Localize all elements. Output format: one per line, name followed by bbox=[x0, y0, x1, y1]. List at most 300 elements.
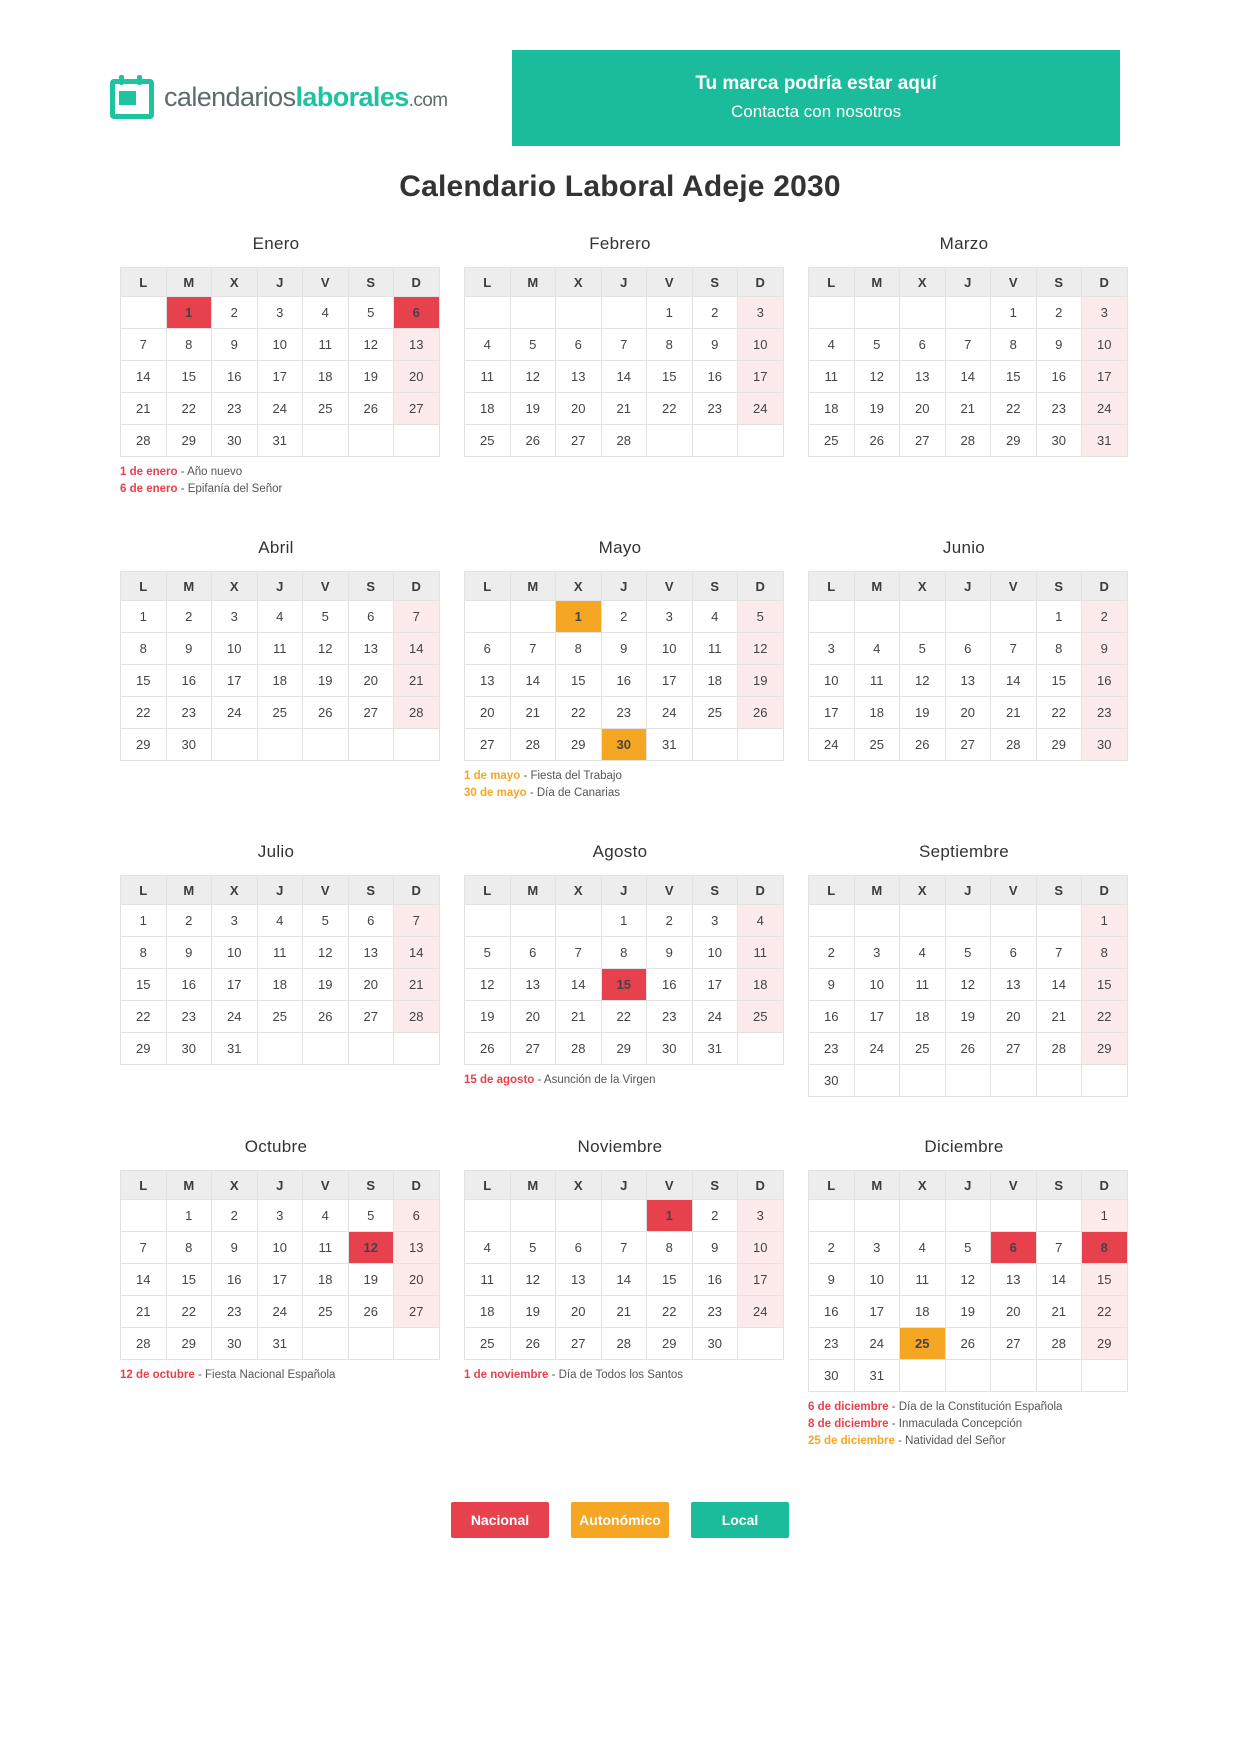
day-cell[interactable]: 6 bbox=[556, 1232, 602, 1264]
day-cell[interactable]: 5 bbox=[348, 297, 394, 329]
day-cell[interactable]: 31 bbox=[257, 425, 303, 457]
day-cell[interactable]: 25 bbox=[303, 393, 349, 425]
day-cell[interactable]: 2 bbox=[166, 601, 212, 633]
day-cell[interactable]: 27 bbox=[556, 425, 602, 457]
day-cell[interactable]: 3 bbox=[257, 297, 303, 329]
day-cell[interactable]: 25 bbox=[257, 1001, 303, 1033]
day-cell[interactable]: 7 bbox=[510, 633, 556, 665]
day-cell[interactable]: 24 bbox=[692, 1001, 738, 1033]
day-cell[interactable]: 11 bbox=[303, 1232, 349, 1264]
day-cell[interactable]: 27 bbox=[991, 1033, 1037, 1065]
day-cell[interactable]: 5 bbox=[945, 1232, 991, 1264]
day-cell[interactable]: 7 bbox=[121, 329, 167, 361]
day-cell[interactable]: 8 bbox=[601, 937, 647, 969]
day-cell[interactable]: 28 bbox=[510, 729, 556, 761]
day-cell[interactable]: 23 bbox=[809, 1328, 855, 1360]
day-cell[interactable]: 12 bbox=[303, 937, 349, 969]
day-cell[interactable]: 4 bbox=[854, 633, 900, 665]
day-cell[interactable]: 21 bbox=[601, 1296, 647, 1328]
day-cell[interactable]: 7 bbox=[394, 601, 440, 633]
day-cell[interactable]: 12 bbox=[900, 665, 946, 697]
holiday-cell[interactable]: 6 bbox=[394, 297, 440, 329]
day-cell[interactable]: 18 bbox=[303, 361, 349, 393]
day-cell[interactable]: 10 bbox=[738, 329, 784, 361]
day-cell[interactable]: 10 bbox=[212, 937, 258, 969]
day-cell[interactable]: 16 bbox=[212, 1264, 258, 1296]
day-cell[interactable]: 13 bbox=[991, 1264, 1037, 1296]
day-cell[interactable]: 17 bbox=[854, 1001, 900, 1033]
day-cell[interactable]: 21 bbox=[121, 1296, 167, 1328]
day-cell[interactable]: 13 bbox=[991, 969, 1037, 1001]
day-cell[interactable]: 16 bbox=[166, 969, 212, 1001]
day-cell[interactable]: 13 bbox=[394, 329, 440, 361]
day-cell[interactable]: 22 bbox=[166, 1296, 212, 1328]
day-cell[interactable]: 10 bbox=[212, 633, 258, 665]
day-cell[interactable]: 5 bbox=[465, 937, 511, 969]
day-cell[interactable]: 23 bbox=[809, 1033, 855, 1065]
day-cell[interactable]: 30 bbox=[166, 1033, 212, 1065]
day-cell[interactable]: 17 bbox=[692, 969, 738, 1001]
day-cell[interactable]: 19 bbox=[465, 1001, 511, 1033]
day-cell[interactable]: 13 bbox=[348, 937, 394, 969]
day-cell[interactable]: 11 bbox=[854, 665, 900, 697]
day-cell[interactable]: 18 bbox=[303, 1264, 349, 1296]
day-cell[interactable]: 22 bbox=[1036, 697, 1082, 729]
day-cell[interactable]: 9 bbox=[1082, 633, 1128, 665]
day-cell[interactable]: 31 bbox=[647, 729, 693, 761]
day-cell[interactable]: 16 bbox=[692, 1264, 738, 1296]
day-cell[interactable]: 30 bbox=[647, 1033, 693, 1065]
day-cell[interactable]: 24 bbox=[257, 1296, 303, 1328]
day-cell[interactable]: 2 bbox=[692, 297, 738, 329]
day-cell[interactable]: 9 bbox=[647, 937, 693, 969]
day-cell[interactable]: 26 bbox=[303, 697, 349, 729]
day-cell[interactable]: 7 bbox=[601, 1232, 647, 1264]
day-cell[interactable]: 3 bbox=[854, 1232, 900, 1264]
day-cell[interactable]: 18 bbox=[257, 969, 303, 1001]
day-cell[interactable]: 24 bbox=[854, 1033, 900, 1065]
day-cell[interactable]: 6 bbox=[900, 329, 946, 361]
day-cell[interactable]: 12 bbox=[510, 361, 556, 393]
day-cell[interactable]: 27 bbox=[394, 393, 440, 425]
day-cell[interactable]: 4 bbox=[257, 905, 303, 937]
day-cell[interactable]: 14 bbox=[394, 937, 440, 969]
day-cell[interactable]: 20 bbox=[991, 1296, 1037, 1328]
day-cell[interactable]: 14 bbox=[556, 969, 602, 1001]
day-cell[interactable]: 2 bbox=[1082, 601, 1128, 633]
day-cell[interactable]: 12 bbox=[854, 361, 900, 393]
day-cell[interactable]: 3 bbox=[212, 905, 258, 937]
day-cell[interactable]: 27 bbox=[991, 1328, 1037, 1360]
day-cell[interactable]: 6 bbox=[510, 937, 556, 969]
day-cell[interactable]: 2 bbox=[809, 937, 855, 969]
day-cell[interactable]: 7 bbox=[991, 633, 1037, 665]
day-cell[interactable]: 23 bbox=[692, 1296, 738, 1328]
day-cell[interactable]: 31 bbox=[212, 1033, 258, 1065]
day-cell[interactable]: 15 bbox=[556, 665, 602, 697]
day-cell[interactable]: 3 bbox=[692, 905, 738, 937]
day-cell[interactable]: 15 bbox=[121, 665, 167, 697]
day-cell[interactable]: 17 bbox=[738, 1264, 784, 1296]
day-cell[interactable]: 1 bbox=[1082, 1200, 1128, 1232]
day-cell[interactable]: 29 bbox=[121, 729, 167, 761]
day-cell[interactable]: 17 bbox=[257, 1264, 303, 1296]
day-cell[interactable]: 21 bbox=[601, 393, 647, 425]
day-cell[interactable]: 26 bbox=[900, 729, 946, 761]
day-cell[interactable]: 10 bbox=[854, 969, 900, 1001]
day-cell[interactable]: 7 bbox=[1036, 1232, 1082, 1264]
day-cell[interactable]: 22 bbox=[1082, 1001, 1128, 1033]
day-cell[interactable]: 9 bbox=[166, 937, 212, 969]
day-cell[interactable]: 20 bbox=[394, 1264, 440, 1296]
day-cell[interactable]: 30 bbox=[212, 425, 258, 457]
day-cell[interactable]: 17 bbox=[257, 361, 303, 393]
day-cell[interactable]: 20 bbox=[991, 1001, 1037, 1033]
day-cell[interactable]: 26 bbox=[510, 425, 556, 457]
day-cell[interactable]: 8 bbox=[1082, 937, 1128, 969]
day-cell[interactable]: 8 bbox=[647, 329, 693, 361]
day-cell[interactable]: 14 bbox=[121, 1264, 167, 1296]
day-cell[interactable]: 11 bbox=[900, 969, 946, 1001]
day-cell[interactable]: 22 bbox=[601, 1001, 647, 1033]
day-cell[interactable]: 17 bbox=[854, 1296, 900, 1328]
day-cell[interactable]: 15 bbox=[166, 361, 212, 393]
day-cell[interactable]: 19 bbox=[510, 393, 556, 425]
holiday-cell[interactable]: 1 bbox=[647, 1200, 693, 1232]
day-cell[interactable]: 28 bbox=[394, 697, 440, 729]
day-cell[interactable]: 20 bbox=[900, 393, 946, 425]
day-cell[interactable]: 24 bbox=[1082, 393, 1128, 425]
day-cell[interactable]: 15 bbox=[647, 1264, 693, 1296]
day-cell[interactable]: 19 bbox=[303, 969, 349, 1001]
day-cell[interactable]: 15 bbox=[166, 1264, 212, 1296]
day-cell[interactable]: 22 bbox=[1082, 1296, 1128, 1328]
day-cell[interactable]: 18 bbox=[900, 1296, 946, 1328]
day-cell[interactable]: 15 bbox=[991, 361, 1037, 393]
day-cell[interactable]: 4 bbox=[738, 905, 784, 937]
day-cell[interactable]: 5 bbox=[510, 1232, 556, 1264]
day-cell[interactable]: 6 bbox=[394, 1200, 440, 1232]
day-cell[interactable]: 28 bbox=[601, 425, 647, 457]
day-cell[interactable]: 16 bbox=[601, 665, 647, 697]
day-cell[interactable]: 14 bbox=[991, 665, 1037, 697]
day-cell[interactable]: 22 bbox=[556, 697, 602, 729]
day-cell[interactable]: 15 bbox=[121, 969, 167, 1001]
day-cell[interactable]: 2 bbox=[1036, 297, 1082, 329]
day-cell[interactable]: 7 bbox=[945, 329, 991, 361]
day-cell[interactable]: 18 bbox=[257, 665, 303, 697]
day-cell[interactable]: 24 bbox=[854, 1328, 900, 1360]
day-cell[interactable]: 9 bbox=[692, 329, 738, 361]
day-cell[interactable]: 24 bbox=[738, 1296, 784, 1328]
day-cell[interactable]: 15 bbox=[1082, 969, 1128, 1001]
day-cell[interactable]: 21 bbox=[945, 393, 991, 425]
day-cell[interactable]: 24 bbox=[647, 697, 693, 729]
day-cell[interactable]: 25 bbox=[465, 425, 511, 457]
day-cell[interactable]: 18 bbox=[692, 665, 738, 697]
day-cell[interactable]: 23 bbox=[647, 1001, 693, 1033]
day-cell[interactable]: 17 bbox=[809, 697, 855, 729]
day-cell[interactable]: 27 bbox=[348, 697, 394, 729]
day-cell[interactable]: 19 bbox=[900, 697, 946, 729]
day-cell[interactable]: 13 bbox=[465, 665, 511, 697]
day-cell[interactable]: 7 bbox=[601, 329, 647, 361]
day-cell[interactable]: 29 bbox=[1082, 1328, 1128, 1360]
day-cell[interactable]: 16 bbox=[1082, 665, 1128, 697]
day-cell[interactable]: 9 bbox=[1036, 329, 1082, 361]
day-cell[interactable]: 11 bbox=[692, 633, 738, 665]
day-cell[interactable]: 25 bbox=[809, 425, 855, 457]
day-cell[interactable]: 30 bbox=[166, 729, 212, 761]
day-cell[interactable]: 30 bbox=[809, 1065, 855, 1097]
day-cell[interactable]: 25 bbox=[900, 1033, 946, 1065]
day-cell[interactable]: 23 bbox=[166, 697, 212, 729]
day-cell[interactable]: 22 bbox=[166, 393, 212, 425]
day-cell[interactable]: 6 bbox=[991, 937, 1037, 969]
day-cell[interactable]: 14 bbox=[1036, 1264, 1082, 1296]
day-cell[interactable]: 20 bbox=[394, 361, 440, 393]
day-cell[interactable]: 10 bbox=[647, 633, 693, 665]
day-cell[interactable]: 21 bbox=[556, 1001, 602, 1033]
day-cell[interactable]: 10 bbox=[809, 665, 855, 697]
day-cell[interactable]: 30 bbox=[1082, 729, 1128, 761]
day-cell[interactable]: 1 bbox=[121, 905, 167, 937]
day-cell[interactable]: 2 bbox=[601, 601, 647, 633]
day-cell[interactable]: 27 bbox=[556, 1328, 602, 1360]
day-cell[interactable]: 15 bbox=[647, 361, 693, 393]
day-cell[interactable]: 29 bbox=[556, 729, 602, 761]
day-cell[interactable]: 18 bbox=[738, 969, 784, 1001]
day-cell[interactable]: 25 bbox=[738, 1001, 784, 1033]
day-cell[interactable]: 8 bbox=[121, 633, 167, 665]
day-cell[interactable]: 20 bbox=[348, 969, 394, 1001]
day-cell[interactable]: 12 bbox=[348, 329, 394, 361]
day-cell[interactable]: 6 bbox=[556, 329, 602, 361]
day-cell[interactable]: 26 bbox=[738, 697, 784, 729]
day-cell[interactable]: 18 bbox=[809, 393, 855, 425]
day-cell[interactable]: 26 bbox=[348, 1296, 394, 1328]
day-cell[interactable]: 16 bbox=[212, 361, 258, 393]
day-cell[interactable]: 10 bbox=[257, 329, 303, 361]
day-cell[interactable]: 24 bbox=[212, 1001, 258, 1033]
day-cell[interactable]: 23 bbox=[166, 1001, 212, 1033]
day-cell[interactable]: 19 bbox=[303, 665, 349, 697]
day-cell[interactable]: 29 bbox=[647, 1328, 693, 1360]
day-cell[interactable]: 6 bbox=[945, 633, 991, 665]
day-cell[interactable]: 13 bbox=[900, 361, 946, 393]
day-cell[interactable]: 8 bbox=[647, 1232, 693, 1264]
day-cell[interactable]: 22 bbox=[647, 393, 693, 425]
day-cell[interactable]: 14 bbox=[121, 361, 167, 393]
day-cell[interactable]: 30 bbox=[1036, 425, 1082, 457]
day-cell[interactable]: 24 bbox=[257, 393, 303, 425]
day-cell[interactable]: 31 bbox=[854, 1360, 900, 1392]
day-cell[interactable]: 5 bbox=[900, 633, 946, 665]
day-cell[interactable]: 29 bbox=[121, 1033, 167, 1065]
day-cell[interactable]: 26 bbox=[510, 1328, 556, 1360]
day-cell[interactable]: 5 bbox=[303, 601, 349, 633]
day-cell[interactable]: 11 bbox=[257, 633, 303, 665]
day-cell[interactable]: 4 bbox=[303, 297, 349, 329]
day-cell[interactable]: 17 bbox=[647, 665, 693, 697]
day-cell[interactable]: 27 bbox=[510, 1033, 556, 1065]
holiday-cell[interactable]: 15 bbox=[601, 969, 647, 1001]
day-cell[interactable]: 25 bbox=[854, 729, 900, 761]
day-cell[interactable]: 11 bbox=[900, 1264, 946, 1296]
day-cell[interactable]: 23 bbox=[212, 1296, 258, 1328]
day-cell[interactable]: 23 bbox=[212, 393, 258, 425]
day-cell[interactable]: 1 bbox=[601, 905, 647, 937]
day-cell[interactable]: 8 bbox=[1036, 633, 1082, 665]
day-cell[interactable]: 21 bbox=[991, 697, 1037, 729]
day-cell[interactable]: 6 bbox=[348, 905, 394, 937]
legend-chip-nacional[interactable]: Nacional bbox=[451, 1502, 549, 1538]
day-cell[interactable]: 7 bbox=[1036, 937, 1082, 969]
day-cell[interactable]: 20 bbox=[510, 1001, 556, 1033]
day-cell[interactable]: 28 bbox=[556, 1033, 602, 1065]
day-cell[interactable]: 1 bbox=[1036, 601, 1082, 633]
day-cell[interactable]: 10 bbox=[692, 937, 738, 969]
day-cell[interactable]: 17 bbox=[1082, 361, 1128, 393]
day-cell[interactable]: 19 bbox=[945, 1001, 991, 1033]
day-cell[interactable]: 20 bbox=[556, 1296, 602, 1328]
day-cell[interactable]: 28 bbox=[1036, 1033, 1082, 1065]
holiday-cell[interactable]: 25 bbox=[900, 1328, 946, 1360]
day-cell[interactable]: 25 bbox=[465, 1328, 511, 1360]
day-cell[interactable]: 22 bbox=[121, 697, 167, 729]
day-cell[interactable]: 31 bbox=[1082, 425, 1128, 457]
day-cell[interactable]: 4 bbox=[465, 329, 511, 361]
day-cell[interactable]: 21 bbox=[1036, 1001, 1082, 1033]
day-cell[interactable]: 14 bbox=[601, 1264, 647, 1296]
day-cell[interactable]: 26 bbox=[303, 1001, 349, 1033]
day-cell[interactable]: 28 bbox=[991, 729, 1037, 761]
day-cell[interactable]: 21 bbox=[121, 393, 167, 425]
day-cell[interactable]: 19 bbox=[738, 665, 784, 697]
day-cell[interactable]: 4 bbox=[303, 1200, 349, 1232]
day-cell[interactable]: 3 bbox=[854, 937, 900, 969]
day-cell[interactable]: 24 bbox=[809, 729, 855, 761]
day-cell[interactable]: 9 bbox=[212, 1232, 258, 1264]
legend-chip-autonómico[interactable]: Autonómico bbox=[571, 1502, 669, 1538]
holiday-cell[interactable]: 30 bbox=[601, 729, 647, 761]
day-cell[interactable]: 12 bbox=[945, 1264, 991, 1296]
day-cell[interactable]: 24 bbox=[212, 697, 258, 729]
ad-banner[interactable] bbox=[512, 50, 1120, 146]
day-cell[interactable]: 23 bbox=[1036, 393, 1082, 425]
day-cell[interactable]: 19 bbox=[348, 1264, 394, 1296]
day-cell[interactable]: 26 bbox=[465, 1033, 511, 1065]
day-cell[interactable]: 14 bbox=[510, 665, 556, 697]
day-cell[interactable]: 26 bbox=[945, 1328, 991, 1360]
day-cell[interactable]: 8 bbox=[166, 329, 212, 361]
day-cell[interactable]: 31 bbox=[257, 1328, 303, 1360]
day-cell[interactable]: 9 bbox=[809, 1264, 855, 1296]
day-cell[interactable]: 18 bbox=[465, 1296, 511, 1328]
day-cell[interactable]: 16 bbox=[647, 969, 693, 1001]
day-cell[interactable]: 5 bbox=[854, 329, 900, 361]
day-cell[interactable]: 18 bbox=[854, 697, 900, 729]
day-cell[interactable]: 8 bbox=[121, 937, 167, 969]
day-cell[interactable]: 7 bbox=[556, 937, 602, 969]
day-cell[interactable]: 20 bbox=[556, 393, 602, 425]
day-cell[interactable]: 27 bbox=[394, 1296, 440, 1328]
day-cell[interactable]: 24 bbox=[738, 393, 784, 425]
day-cell[interactable]: 4 bbox=[692, 601, 738, 633]
day-cell[interactable]: 5 bbox=[348, 1200, 394, 1232]
holiday-cell[interactable]: 1 bbox=[556, 601, 602, 633]
day-cell[interactable]: 30 bbox=[809, 1360, 855, 1392]
day-cell[interactable]: 1 bbox=[647, 297, 693, 329]
day-cell[interactable]: 3 bbox=[809, 633, 855, 665]
day-cell[interactable]: 19 bbox=[510, 1296, 556, 1328]
day-cell[interactable]: 11 bbox=[303, 329, 349, 361]
day-cell[interactable]: 12 bbox=[465, 969, 511, 1001]
day-cell[interactable]: 6 bbox=[465, 633, 511, 665]
day-cell[interactable]: 20 bbox=[348, 665, 394, 697]
day-cell[interactable]: 4 bbox=[900, 1232, 946, 1264]
day-cell[interactable]: 7 bbox=[121, 1232, 167, 1264]
day-cell[interactable]: 10 bbox=[738, 1232, 784, 1264]
day-cell[interactable]: 29 bbox=[1036, 729, 1082, 761]
day-cell[interactable]: 21 bbox=[1036, 1296, 1082, 1328]
day-cell[interactable]: 12 bbox=[945, 969, 991, 1001]
day-cell[interactable]: 17 bbox=[212, 665, 258, 697]
day-cell[interactable]: 30 bbox=[692, 1328, 738, 1360]
day-cell[interactable]: 1 bbox=[166, 1200, 212, 1232]
day-cell[interactable]: 19 bbox=[854, 393, 900, 425]
day-cell[interactable]: 20 bbox=[945, 697, 991, 729]
holiday-cell[interactable]: 8 bbox=[1082, 1232, 1128, 1264]
day-cell[interactable]: 3 bbox=[212, 601, 258, 633]
day-cell[interactable]: 13 bbox=[394, 1232, 440, 1264]
holiday-cell[interactable]: 1 bbox=[166, 297, 212, 329]
day-cell[interactable]: 16 bbox=[809, 1296, 855, 1328]
day-cell[interactable]: 21 bbox=[510, 697, 556, 729]
day-cell[interactable]: 11 bbox=[738, 937, 784, 969]
day-cell[interactable]: 17 bbox=[212, 969, 258, 1001]
day-cell[interactable]: 12 bbox=[738, 633, 784, 665]
day-cell[interactable]: 14 bbox=[1036, 969, 1082, 1001]
day-cell[interactable]: 5 bbox=[738, 601, 784, 633]
day-cell[interactable]: 1 bbox=[1082, 905, 1128, 937]
day-cell[interactable]: 1 bbox=[991, 297, 1037, 329]
day-cell[interactable]: 26 bbox=[348, 393, 394, 425]
day-cell[interactable]: 6 bbox=[348, 601, 394, 633]
holiday-cell[interactable]: 6 bbox=[991, 1232, 1037, 1264]
day-cell[interactable]: 16 bbox=[1036, 361, 1082, 393]
day-cell[interactable]: 4 bbox=[257, 601, 303, 633]
day-cell[interactable]: 27 bbox=[348, 1001, 394, 1033]
day-cell[interactable]: 5 bbox=[303, 905, 349, 937]
day-cell[interactable]: 2 bbox=[809, 1232, 855, 1264]
day-cell[interactable]: 28 bbox=[601, 1328, 647, 1360]
day-cell[interactable]: 2 bbox=[166, 905, 212, 937]
day-cell[interactable]: 10 bbox=[1082, 329, 1128, 361]
day-cell[interactable]: 10 bbox=[854, 1264, 900, 1296]
day-cell[interactable]: 25 bbox=[257, 697, 303, 729]
day-cell[interactable]: 23 bbox=[692, 393, 738, 425]
day-cell[interactable]: 28 bbox=[945, 425, 991, 457]
day-cell[interactable]: 3 bbox=[738, 297, 784, 329]
day-cell[interactable]: 17 bbox=[738, 361, 784, 393]
day-cell[interactable]: 18 bbox=[900, 1001, 946, 1033]
day-cell[interactable]: 7 bbox=[394, 905, 440, 937]
day-cell[interactable]: 22 bbox=[991, 393, 1037, 425]
day-cell[interactable]: 4 bbox=[809, 329, 855, 361]
day-cell[interactable]: 13 bbox=[556, 361, 602, 393]
day-cell[interactable]: 27 bbox=[465, 729, 511, 761]
